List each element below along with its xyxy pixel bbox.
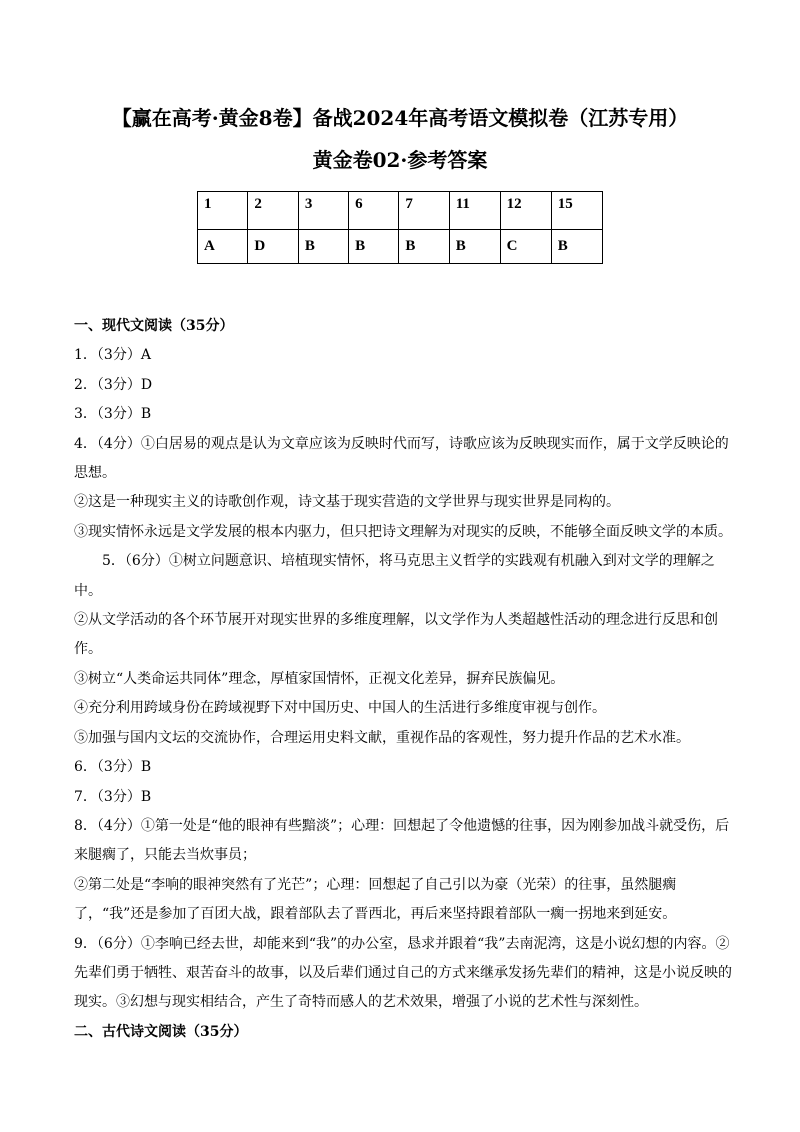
answer-q4-point3: ③现实情怀永远是文学发展的根本内驱力，但只把诗文理解为对现实的反映，不能够全面反映文学的本质。 — [74, 523, 732, 540]
answer-q5-point5: ⑤加强与国内文坛的交流协作，合理运用史料文献，重视作品的客观性，努力提升作品的艺术水准。 — [74, 729, 690, 746]
answer-q6: 6．（3分）B — [74, 759, 152, 776]
answer-q5-point3: ③树立“人类命运共同体”理念，厚植家国情怀，正视文化差异，摒弃民族偏见。 — [74, 670, 565, 687]
answer-content — [74, 312, 734, 1047]
answer-cell: B — [349, 230, 399, 264]
answer-q1: 1．（3分）A — [74, 347, 151, 364]
answer-q4-point2: ②这是一种现实主义的诗歌创作观，诗文基于现实营造的文学世界与现实世界是同构的。 — [74, 494, 620, 511]
question-number-cell: 15 — [551, 192, 602, 230]
question-number-cell: 11 — [449, 192, 500, 230]
answer-q2: 2．（3分）D — [74, 376, 153, 393]
answer-q5-point1: 5．（6分）①树立问题意识、培植现实情怀，将马克思主义哲学的实践观有机融入到对文学的理解之中。 — [74, 553, 715, 599]
answer-table-answer-row — [198, 230, 603, 264]
answer-q4-point1: 4．（4分）①白居易的观点是认为文章应该为反映时代而写，诗歌应该为反映现实而作，属于文学反映论的思想。 — [74, 435, 729, 482]
question-number-cell: 1 — [198, 192, 248, 230]
answer-cell: B — [551, 230, 602, 264]
question-number-cell: 7 — [399, 192, 449, 230]
answer-cell: D — [248, 230, 298, 264]
answer-cell: B — [399, 230, 449, 264]
question-number-cell: 2 — [248, 192, 298, 230]
answer-cell: C — [500, 230, 551, 264]
question-number-cell: 6 — [349, 192, 399, 230]
answer-q5-point4: ④充分利用跨域身份在跨域视野下对中国历史、中国人的生活进行多维度审视与创作。 — [74, 700, 606, 717]
answer-table — [197, 191, 603, 264]
answer-q8-point2: ②第二处是“李响的眼神突然有了光芒”；心理：回想起了自己引以为豪（光荣）的往事，虽然腿瘸了，“我”还是参加了百团大战，跟着部队去了晋西北，再后来坚持跟着部队一瘸一拐地来到延安。 — [74, 876, 677, 923]
document-title: 【赢在高考·黄金8卷】备战2024年高考语文模拟卷（江苏专用） — [111, 106, 689, 130]
answer-q5-point2: ②从文学活动的各个环节展开对现实世界的多维度理解，以文学作为人类超越性活动的理念进行反思和创作。 — [74, 612, 718, 658]
answer-cell: A — [198, 230, 248, 264]
document-subtitle: 黄金卷02·参考答案 — [312, 148, 488, 172]
answer-cell: B — [449, 230, 500, 264]
answer-cell: B — [298, 230, 348, 264]
answer-q3: 3．（3分）B — [74, 406, 152, 423]
answer-q8-point1: 8．（4分）①第一处是“他的眼神有些黯淡”；心理：回想起了令他遗憾的往事，因为刚参加战斗就受伤，后来腿瘸了，只能去当炊事员； — [74, 817, 730, 864]
section-heading-classical-reading: 二、古代诗文阅读（35分） — [74, 1023, 248, 1040]
answer-q9: 9．（6分）①李响已经去世，却能来到“我”的办公室，恳求并跟着“我”去南泥湾，这是小说幻想的内容。②先辈们勇于牺牲、艰苦奋斗的故事，以及后辈们通过自己的方式来继承发扬先辈们的精神，这是小说反映的现实。③幻想与现实相结合，产生了奇特而感人的艺术效果，增强了小说的艺术性与深刻性。 — [74, 935, 732, 1011]
answer-table-question-row — [198, 192, 603, 230]
section-heading-modern-reading: 一、现代文阅读（35分） — [74, 318, 234, 334]
answer-q7: 7．（3分）B — [74, 788, 152, 805]
question-number-cell: 12 — [500, 192, 551, 230]
question-number-cell: 3 — [298, 192, 348, 230]
